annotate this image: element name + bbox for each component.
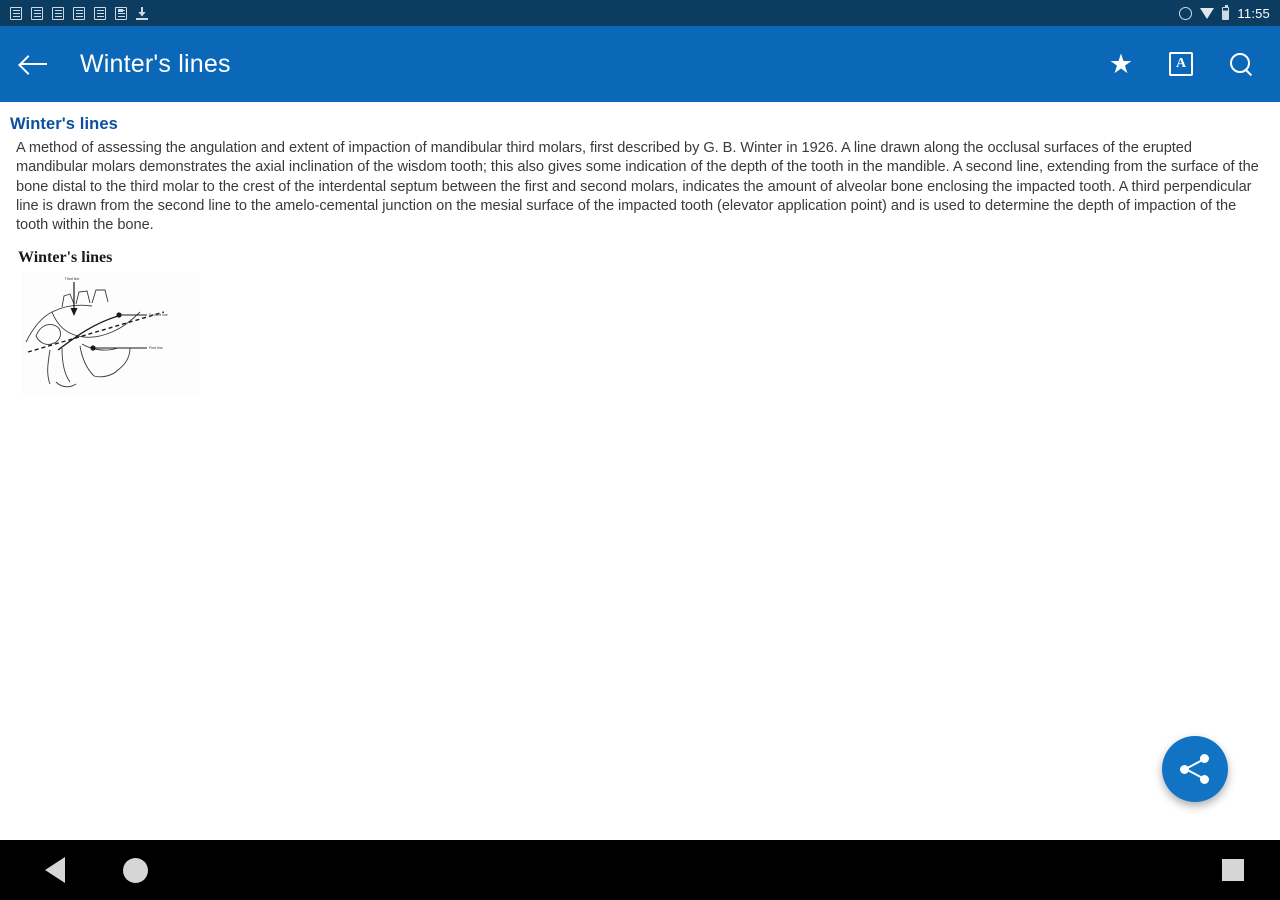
status-clock: 11:55 [1237,5,1270,21]
star-icon: ★ [1108,48,1134,79]
entry-body: A method of assessing the angulation and extent of impaction of mandibular third molars, first described by G. B. Winter in 1926. A line drawn along the occlusal surfaces of the erupted mandibular molars demonstrates the axial inclination of the wisdom tooth; this also gives some indication of the depth of the tooth in the mandible. A second line, extending from the surface of the bone distal to the third molar to the crest of the interdental septum between the first and second molars, indicates the amount of alveolar bone enclosing the impacted tooth. A third perpendicular line is drawn from the second line to the amelo-cemental junction on the mesial surface of the impacted tooth (elevator application point) and is used to determine the depth of impaction of the tooth within the bone. [16,140,1259,234]
status-bar-system [1179,6,1270,21]
share-icon [1180,754,1210,784]
back-button[interactable] [18,47,52,81]
note-icon [73,7,85,20]
entry-title: Winter's lines [10,115,118,133]
svg-text:First line: First line [149,346,163,351]
search-icon [1228,51,1254,77]
svg-text:Second line: Second line [149,313,168,318]
wifi-icon [1200,8,1214,19]
nav-back-button[interactable] [45,857,65,883]
font-size-icon: A [1169,52,1193,76]
download-icon [136,7,148,20]
battery-icon [1222,7,1229,20]
app-bar-actions [1104,47,1258,81]
nav-home-button[interactable] [123,858,148,883]
system-nav-bar [0,840,1280,900]
share-fab[interactable] [1162,736,1228,802]
favorite-button[interactable] [1104,47,1138,81]
nav-recents-button[interactable] [1222,859,1244,881]
note-icon [94,7,106,20]
app-bar [0,26,1280,102]
note-image-icon [115,7,127,20]
figure-image[interactable] [22,272,200,397]
status-bar-notifications [10,7,148,20]
note-icon [10,7,22,20]
page-title: Winter's lines [80,49,231,78]
note-icon [31,7,43,20]
dnd-circle-icon [1179,7,1192,20]
svg-text:Third line: Third line [64,277,80,282]
figure-caption: Winter's lines [18,249,113,267]
article-content[interactable] [0,102,1280,840]
note-icon [52,7,64,20]
arrow-left-icon [20,52,50,76]
search-button[interactable] [1224,47,1258,81]
font-size-button[interactable] [1164,47,1198,81]
status-bar [0,0,1280,26]
winters-lines-diagram [22,272,200,397]
